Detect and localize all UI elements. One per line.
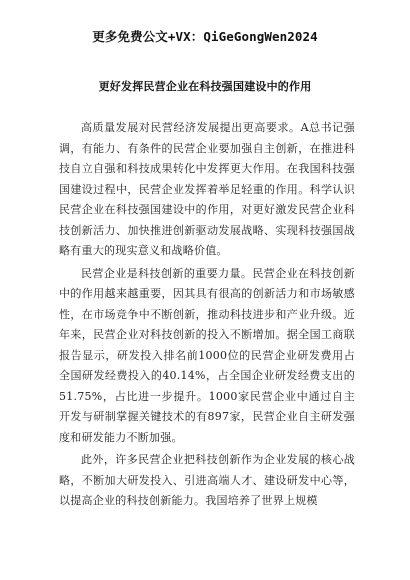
body-paragraph-3: 此外，许多民营企业把科技创新作为企业发展的核心战略，不断加大研发投入、引进高端人才、建设研发中心等，以提高企业的科技创新能力。我国培养了世界上规模 <box>59 453 355 507</box>
body-paragraph-2: 民营企业是科技创新的重要力量。民营企业在科技创新中的作用越来越重要，因其具有很高的创新活力和市场敏感性，在市场竞争中不断创新，推动科技进步和产业升级。近年来，民营企业对科技创新的投入不断增加。据全国工商联报告显示，研发投入排名前1000位的民营企业研发费用占全国研发经费投入的40.14%，占全国企业研发经费支出的51.75%，占比进一步提升。1000家民营企业中通过自主开发与研制掌握关键技术的有897家，民营企业自主研发强度和研发能力不断加强。 <box>59 266 355 444</box>
document-body <box>59 118 355 514</box>
body-paragraph-1: 高质量发展对民营经济发展提出更高要求。A总书记强调，有能力、有条件的民营企业要加强自主创新，在推进科技自立自强和科技成果转化中发挥更大作用。在我国科技强国建设过程中，民营企业发挥着举足轻重的作用。科学认识民营企业在科技强国建设中的作用，对更好激发民营企业科技创新活力、加快推进创新驱动发展战略、实现科技强国战略有重大的现实意义和战略价值。 <box>59 121 355 257</box>
document-title: 更好发挥民营企业在科技强国建设中的作用 <box>98 80 312 93</box>
watermark-header: 更多免费公文+VX：QiGeGongWen2024 <box>92 29 318 44</box>
